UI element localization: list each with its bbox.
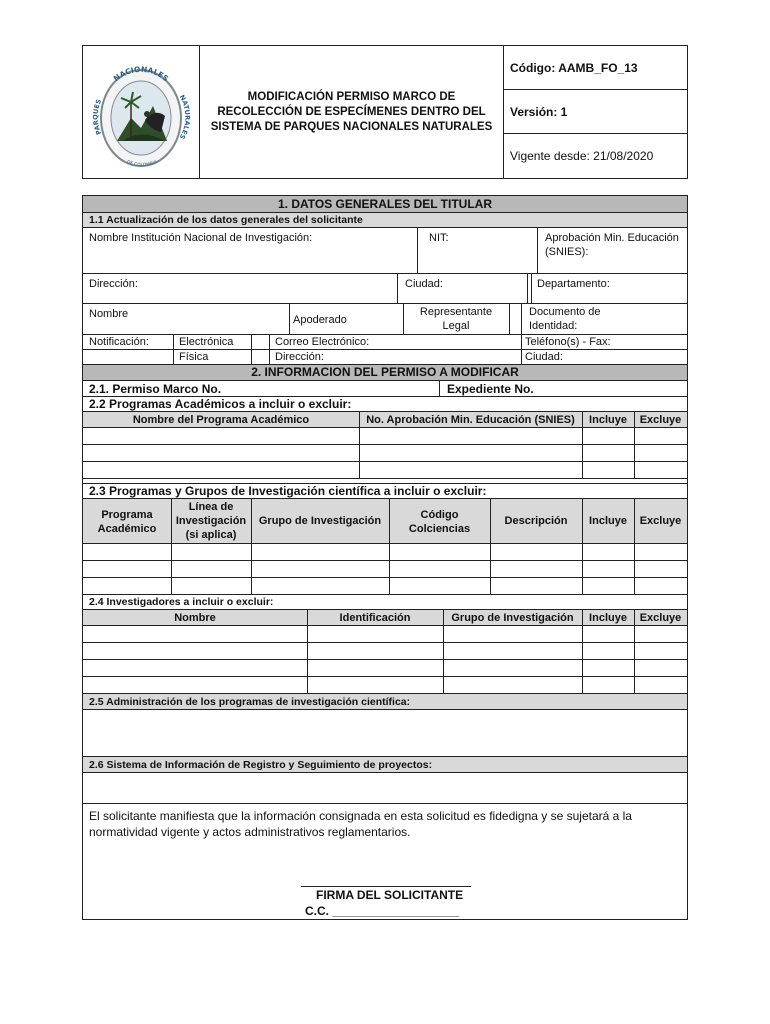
col-identificacion: Identificación <box>339 612 411 624</box>
direccion-notificacion-field[interactable]: Dirección: <box>275 351 324 363</box>
header-table <box>82 45 688 179</box>
row-direccion <box>83 274 687 304</box>
vigente-desde: Vigente desde: 21/08/2020 <box>510 149 654 163</box>
section-1-title: 1. DATOS GENERALES DEL TITULAR <box>83 196 687 213</box>
representante-legal-line2: Legal <box>442 320 470 332</box>
table-row[interactable] <box>83 462 687 479</box>
nit-field[interactable]: NIT: <box>429 232 449 244</box>
sistema-informacion-textarea[interactable] <box>83 773 687 804</box>
version: Versión: 1 <box>504 90 687 134</box>
administracion-textarea[interactable] <box>83 710 687 757</box>
departamento-field[interactable]: Departamento: <box>537 278 610 290</box>
cc-field[interactable]: C.C. ___________________ <box>305 904 460 918</box>
notificacion-label: Notificación: <box>89 336 149 348</box>
table-row[interactable] <box>83 677 687 694</box>
declaration-text: El solicitante manifiesta que la información consignada en esta solicitud es fidedigna y se sujetará a la normatividad vigente y actos administrativos reglamentarios. <box>89 809 632 839</box>
table-row[interactable] <box>83 643 687 660</box>
col-descripcion: Descripción <box>504 515 568 527</box>
documento-identidad-line1[interactable]: Documento de <box>529 306 601 318</box>
representante-legal-line1: Representante <box>419 306 493 318</box>
table-2-2-header <box>83 412 687 428</box>
correo-electronico-field[interactable]: Correo Electrónico: <box>275 336 370 348</box>
telefono-fax-field[interactable]: Teléfono(s) - Fax: <box>525 336 611 348</box>
col-incluye: Incluye <box>589 612 627 624</box>
table-2-3-header <box>83 499 687 544</box>
permiso-marco-field[interactable]: 2.1. Permiso Marco No. <box>89 382 222 396</box>
table-row[interactable] <box>83 561 687 578</box>
expediente-field[interactable]: Expediente No. <box>447 382 534 396</box>
col-excluye: Excluye <box>639 612 682 624</box>
nombre-field[interactable]: Nombre <box>89 308 129 320</box>
logo-text-bottom: DE COLOMBIA <box>125 159 159 169</box>
subsection-2-5 <box>83 694 687 710</box>
row-permiso-marco <box>83 381 687 397</box>
subsection-2-2 <box>83 397 687 412</box>
signature-line[interactable] <box>301 886 471 887</box>
table-row[interactable] <box>83 578 687 595</box>
firma-solicitante-label: FIRMA DEL SOLICITANTE <box>316 888 464 902</box>
section-2-title: 2. INFORMACION DEL PERMISO A MODIFICAR <box>83 365 687 381</box>
col-programa-line2: Académico <box>97 523 157 535</box>
logo-text-top: NACIONALES <box>111 64 171 84</box>
table-row[interactable] <box>83 626 687 643</box>
table-row[interactable] <box>83 445 687 462</box>
col-linea-line2: Investigación <box>175 515 247 527</box>
subsection-2-6-title: 2.6 Sistema de Información de Registro y Seguimiento de proyectos: <box>89 759 433 771</box>
direccion-field[interactable]: Dirección: <box>89 278 138 290</box>
col-nombre-programa: Nombre del Programa Académico <box>132 414 310 426</box>
col-codigo-line1: Código <box>420 509 459 521</box>
col-linea-line3: (si aplica) <box>185 529 237 541</box>
subsection-2-4 <box>83 595 687 610</box>
col-incluye: Incluye <box>589 515 627 527</box>
form-title: MODIFICACIÓN PERMISO MARCO DE RECOLECCIÓN DE ESPECÍMENES DENTRO DEL SISTEMA DE PARQUES NACIONALES NATURALES <box>200 46 504 178</box>
subsection-2-6 <box>83 757 687 773</box>
parques-nacionales-logo <box>83 46 200 178</box>
subsection-2-5-title: 2.5 Administración de los programas de investigación científica: <box>89 696 411 708</box>
col-no-aprobacion: No. Aprobación Min. Educación (SNIES) <box>366 414 575 426</box>
ciudad-field[interactable]: Ciudad: <box>405 278 443 290</box>
fisica-option[interactable]: Física <box>179 351 209 363</box>
aprobacion-snies-line1[interactable]: Aprobación Min. Educación <box>545 232 679 244</box>
col-programa-line1: Programa <box>101 509 153 521</box>
col-excluye: Excluye <box>639 515 682 527</box>
col-grupo-investigacion: Grupo de Investigación <box>451 612 574 624</box>
col-excluye: Excluye <box>639 414 682 426</box>
col-incluye: Incluye <box>589 414 627 426</box>
logo-text-right: NATURALES <box>177 93 192 141</box>
subsection-2-3 <box>83 484 687 499</box>
table-2-4-header <box>83 610 687 626</box>
table-row[interactable] <box>83 428 687 445</box>
col-nombre: Nombre <box>174 612 216 624</box>
subsection-2-2-title: 2.2 Programas Académicos a incluir o excluir: <box>89 397 352 411</box>
apoderado-label: Apoderado <box>293 314 347 326</box>
ciudad-notificacion-field[interactable]: Ciudad: <box>525 351 563 363</box>
logo-cell <box>83 46 200 178</box>
codigo: Código: AAMB_FO_13 <box>504 46 687 90</box>
documento-identidad-line2: Identidad: <box>529 320 578 332</box>
electronica-option[interactable]: Electrónica <box>179 336 234 348</box>
row-notificacion-fisica <box>83 350 687 365</box>
row-institucion <box>83 228 687 274</box>
row-notificacion-electronica <box>83 335 687 350</box>
table-row[interactable] <box>83 660 687 677</box>
col-codigo-line2: Colciencias <box>408 523 471 535</box>
subsection-1-1: 1.1 Actualización de los datos generales del solicitante <box>83 213 687 228</box>
col-linea-line1: Línea de <box>188 501 234 513</box>
subsection-2-3-title: 2.3 Programas y Grupos de Investigación científica a incluir o excluir: <box>89 484 487 498</box>
col-grupo-investigacion: Grupo de Investigación <box>258 515 382 527</box>
form-body <box>82 195 688 920</box>
subsection-2-4-title: 2.4 Investigadores a incluir o excluir: <box>89 596 274 608</box>
nombre-institucion-field[interactable]: Nombre Institución Nacional de Investigación: <box>89 232 313 244</box>
logo-text-left: PARQUES <box>91 98 104 136</box>
table-row[interactable] <box>83 544 687 561</box>
row-nombre <box>83 304 687 335</box>
aprobacion-snies-line2: (SNIES): <box>545 246 589 258</box>
